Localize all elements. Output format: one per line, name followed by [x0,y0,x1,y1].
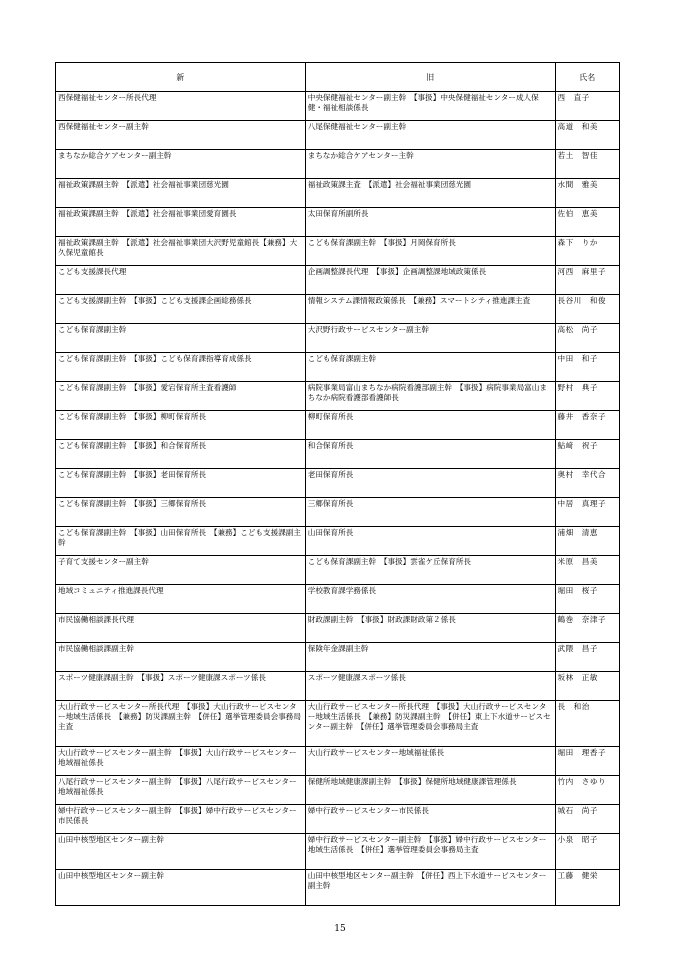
table-row [56,179,620,208]
table-body [56,92,620,906]
table-row [56,834,620,870]
cell-name: 若土 智佳 [555,150,620,179]
cell-old: まちなか総合ケアセンター主幹 [305,150,555,179]
cell-name: 長谷川 和俊 [555,295,620,324]
cell-old: 山田中核型地区センター副主幹 【併任】西上下水道サービスセンター副主幹 [305,870,555,906]
cell-new: こども支援課副主幹 【事扱】こども支援課企画総務係長 [56,295,306,324]
table-row [56,747,620,776]
cell-old: 柳町保育所長 [305,411,555,440]
table-row [56,527,620,556]
cell-new: こども保育課副主幹 【事扱】こども保育課指導育成係長 [56,353,306,382]
cell-old: 婦中行政サービスセンター市民係長 [305,805,555,834]
cell-new: 山田中核型地区センター副主幹 [56,870,306,906]
cell-old: 大山行政サービスセンター地域福祉係長 [305,747,555,776]
table-row [56,469,620,498]
table-row [56,382,620,411]
header-row [56,63,620,92]
cell-new: 八尾行政サービスセンター副主幹 【事扱】八尾行政サービスセンター地域福祉係長 [56,776,306,805]
cell-new: こども支援課長代理 [56,266,306,295]
cell-new: こども保育課副主幹 【事扱】和合保育所長 [56,440,306,469]
cell-old: 老田保育所長 [305,469,555,498]
table-row [56,643,620,672]
header-old: 旧 [305,63,555,92]
cell-old: 保険年金課副主幹 [305,643,555,672]
cell-new: 山田中核型地区センター副主幹 [56,834,306,870]
cell-name: 佐伯 恵美 [555,208,620,237]
header-name: 氏名 [555,63,620,92]
cell-old: こども保育課副主幹 【事扱】月岡保育所長 [305,237,555,266]
cell-name: 工藤 健栄 [555,870,620,906]
cell-name: 城石 尚子 [555,805,620,834]
cell-name: 中田 和子 [555,353,620,382]
cell-name: 野村 典子 [555,382,620,411]
header-new: 新 [56,63,306,92]
cell-new: こども保育課副主幹 【事扱】山田保育所長 【兼務】こども支援課副主幹 [56,527,306,556]
cell-new: スポーツ健康課副主幹 【事扱】スポーツ健康課スポーツ係長 [56,672,306,701]
cell-old: 学校教育課学務係長 [305,585,555,614]
cell-name: 小泉 昭子 [555,834,620,870]
table-row [56,672,620,701]
cell-name: 浦畑 清恵 [555,527,620,556]
cell-new: まちなか総合ケアセンター副主幹 [56,150,306,179]
cell-name: 堀田 桜子 [555,585,620,614]
cell-new: 地域コミュニティ推進課長代理 [56,585,306,614]
cell-new: 市民協働相談課副主幹 [56,643,306,672]
cell-name: 藤井 香奈子 [555,411,620,440]
table-row [56,208,620,237]
cell-name: 高道 和美 [555,121,620,150]
cell-new: こども保育課副主幹 【事扱】愛宕保育所主査看護師 [56,382,306,411]
cell-old: 病院事業局富山まちなか病院看護部副主幹 【事扱】病院事業局富山まちなか病院看護部看護師長 [305,382,555,411]
table-row [56,353,620,382]
cell-old: 企画調整課長代理 【事扱】企画調整課地域政策係長 [305,266,555,295]
cell-name: 堀田 理香子 [555,747,620,776]
cell-old: 情報システム課情報政策係長 【兼務】スマートシティ推進課主査 [305,295,555,324]
table-row [56,324,620,353]
cell-name: 中居 真理子 [555,498,620,527]
cell-new: 福祉政策課副主幹 【派遣】社会福祉事業団慈光園 [56,179,306,208]
cell-name: 奥村 幸代合 [555,469,620,498]
table-row [56,411,620,440]
cell-old: 大沢野行政サービスセンター副主幹 [305,324,555,353]
cell-old: 保健所地域健康課副主幹 【事扱】保健所地域健康課管理係長 [305,776,555,805]
cell-new: 大山行政サービスセンター所長代理 【事扱】大山行政サービスセンター地域生活係長 【兼務】防災課副主幹 【併任】選挙管理委員会事務局主査 [56,701,306,747]
cell-new: 大山行政サービスセンター副主幹 【事扱】大山行政サービスセンター地域福祉係長 [56,747,306,776]
cell-new: こども保育課副主幹 【事扱】老田保育所長 [56,469,306,498]
cell-name: 水間 雅美 [555,179,620,208]
cell-new: 西保健福祉センター副主幹 [56,121,306,150]
personnel-table [55,62,620,906]
cell-old: 三郷保育所長 [305,498,555,527]
cell-name: 河西 麻里子 [555,266,620,295]
cell-old: 八尾保健福祉センター副主幹 [305,121,555,150]
cell-old: 和合保育所長 [305,440,555,469]
cell-name: 鶴巻 奈津子 [555,614,620,643]
cell-new: 福祉政策課副主幹 【派遣】社会福祉事業団愛育園長 [56,208,306,237]
cell-old: 太田保育所副所長 [305,208,555,237]
table-row [56,870,620,906]
cell-name: 長 和治 [555,701,620,747]
table-row [56,121,620,150]
table-row [56,614,620,643]
cell-name: 竹内 さゆり [555,776,620,805]
table-row [56,295,620,324]
cell-old: 財政課副主幹 【事扱】財政課財政第２係長 [305,614,555,643]
cell-name: 坂林 正敏 [555,672,620,701]
table-row [56,266,620,295]
cell-new: 子育て支援センター副主幹 [56,556,306,585]
cell-name: 鮎﨑 祝子 [555,440,620,469]
cell-new: こども保育課副主幹 【事扱】柳町保育所長 [56,411,306,440]
table-row [56,556,620,585]
table-row [56,701,620,747]
cell-old: 中央保健福祉センター副主幹 【事扱】中央保健福祉センター成人保健・福祉相談係長 [305,92,555,121]
cell-old: こども保育課副主幹 【事扱】雲雀ケ丘保育所長 [305,556,555,585]
table-row [56,585,620,614]
table-row [56,92,620,121]
cell-new: 婦中行政サービスセンター副主幹 【事扱】婦中行政サービスセンター市民係長 [56,805,306,834]
cell-old: スポーツ健康課スポーツ係長 [305,672,555,701]
table-row [56,776,620,805]
cell-name: 米原 昌美 [555,556,620,585]
table-row [56,440,620,469]
cell-new: 西保健福祉センター所長代理 [56,92,306,121]
cell-name: 森下 りか [555,237,620,266]
cell-old: 福祉政策課主査 【派遣】社会福祉事業団慈光園 [305,179,555,208]
cell-new: こども保育課副主幹 【事扱】三郷保育所長 [56,498,306,527]
cell-new: 福祉政策課副主幹 【派遣】社会福祉事業団大沢野児童館長【兼務】大久保児童館長 [56,237,306,266]
cell-name: 高松 尚子 [555,324,620,353]
table-row [56,498,620,527]
cell-new: こども保育課副主幹 [56,324,306,353]
cell-old: 婦中行政サービスセンター副主幹 【事扱】婦中行政サービスセンター地域生活係長 【併任】選挙管理委員会事務局主査 [305,834,555,870]
cell-old: 山田保育所長 [305,527,555,556]
table-row [56,805,620,834]
cell-new: 市民協働相談課長代理 [56,614,306,643]
cell-old: こども保育課副主幹 [305,353,555,382]
cell-name: 武隈 昌子 [555,643,620,672]
table-row [56,150,620,179]
page-number: 15 [334,924,346,934]
cell-old: 大山行政サービスセンター所長代理 【事扱】大山行政サービスセンター地域生活係長 【兼務】防災課副主幹 【併任】東上下水道サービスセンター副主幹 【併任】選挙管理委員会事務局主査 [305,701,555,747]
table-row [56,237,620,266]
cell-name: 西 直子 [555,92,620,121]
